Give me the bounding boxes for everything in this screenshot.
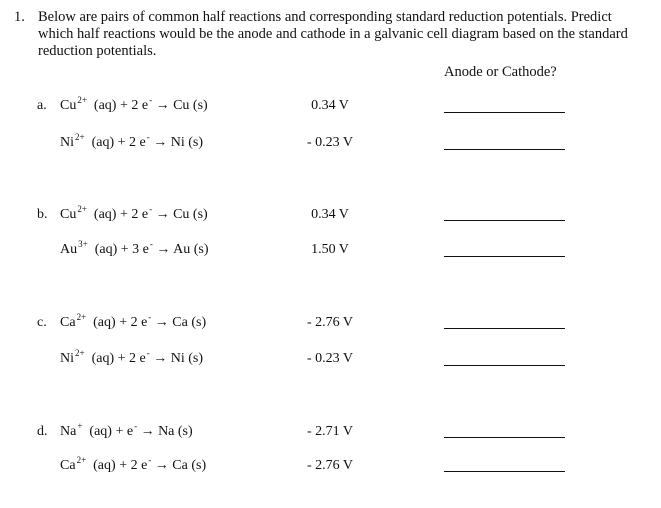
reduction-potential: - 0.23 V bbox=[306, 135, 354, 150]
reduction-potential: - 0.23 V bbox=[306, 351, 354, 366]
half-reaction: Na+ (aq) + e- → Na (s) bbox=[60, 421, 193, 439]
part-letter: a. bbox=[37, 98, 47, 113]
reduction-potential: - 2.76 V bbox=[306, 458, 354, 473]
reduction-potential: - 2.76 V bbox=[306, 315, 354, 330]
part-letter: c. bbox=[37, 315, 47, 330]
half-reaction: $Cu^{2+}$ (aq) + 2 e- → Cu (s) bbox=[60, 95, 208, 113]
part-letter: d. bbox=[37, 424, 48, 439]
half-reaction: $Ca^{2+}$ (aq) + 2 e- → Ca (s) bbox=[60, 455, 207, 473]
question-number: 1. bbox=[14, 9, 25, 25]
reaction-arrow: → bbox=[154, 458, 169, 473]
reaction-arrow: → bbox=[153, 135, 168, 150]
half-reaction: $Au^{3+}$ (aq) + 3 e- → Au (s) bbox=[60, 239, 209, 257]
half-reaction: $Ca^{2+}$ (aq) + 2 e- → Ca (s) bbox=[60, 312, 207, 330]
reduction-potential: - 2.71 V bbox=[306, 424, 354, 439]
reaction-arrow: → bbox=[153, 351, 168, 366]
answer-blank[interactable] bbox=[444, 112, 565, 113]
half-reaction: $Ni^{2+}$ (aq) + 2 e- → Ni (s) bbox=[60, 132, 204, 150]
answer-blank[interactable] bbox=[444, 437, 565, 438]
reaction-arrow: → bbox=[155, 207, 170, 222]
answer-blank[interactable] bbox=[444, 365, 565, 366]
answer-blank[interactable] bbox=[444, 328, 565, 329]
part-letter: b. bbox=[37, 207, 48, 222]
reduction-potential: 0.34 V bbox=[311, 98, 349, 113]
reduction-potential: 1.50 V bbox=[311, 242, 349, 257]
reaction-arrow: → bbox=[155, 98, 170, 113]
half-reaction: $Ni^{2+}$ (aq) + 2 e- → Ni (s) bbox=[60, 348, 204, 366]
answer-blank[interactable] bbox=[444, 220, 565, 221]
reaction-arrow: → bbox=[140, 424, 155, 439]
column-header: Anode or Cathode? bbox=[444, 64, 557, 80]
answer-blank[interactable] bbox=[444, 256, 565, 257]
answer-blank[interactable] bbox=[444, 471, 565, 472]
answer-blank[interactable] bbox=[444, 149, 565, 150]
question-text: Below are pairs of common half reactions and corresponding standard reduction potentials. Predict which half reactions would be the anode and cathode in a galvanic cell diagram based on the standard reduction potentials. bbox=[38, 9, 628, 59]
reduction-potential: 0.34 V bbox=[311, 207, 349, 222]
reaction-arrow: → bbox=[154, 315, 169, 330]
half-reaction: $Cu^{2+}$ (aq) + 2 e- → Cu (s) bbox=[60, 204, 208, 222]
reaction-arrow: → bbox=[156, 242, 171, 257]
